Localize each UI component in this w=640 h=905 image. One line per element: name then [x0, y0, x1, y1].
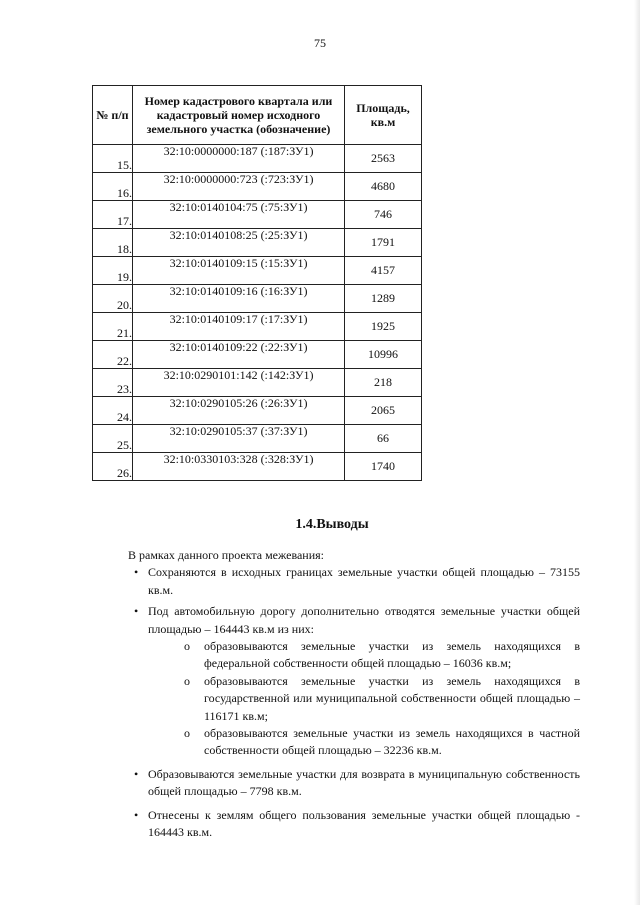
table-row — [93, 397, 422, 425]
row-area: 2563 — [345, 145, 422, 173]
table-row — [93, 257, 422, 285]
row-cadastral-number: 32:10:0140109:17 (:17:ЗУ1) — [133, 313, 345, 341]
conclusions-block — [128, 547, 580, 848]
row-cadastral-number: 32:10:0140108:25 (:25:ЗУ1) — [133, 229, 345, 257]
row-cadastral-number: 32:10:0290101:142 (:142:ЗУ1) — [133, 369, 345, 397]
circle-bullet-icon: o — [184, 726, 190, 741]
header-number: № п/п — [93, 86, 133, 145]
row-area: 1740 — [345, 453, 422, 481]
table-header-row — [93, 86, 422, 145]
circle-bullet-icon: o — [184, 673, 190, 688]
row-area: 2065 — [345, 397, 422, 425]
table-row — [93, 173, 422, 201]
row-cadastral-number: 32:10:0330103:328 (:328:ЗУ1) — [133, 453, 345, 481]
row-cadastral-number: 32:10:0290105:37 (:37:ЗУ1) — [133, 425, 345, 453]
sub-list-item — [184, 638, 580, 673]
row-number: 16. — [93, 173, 133, 201]
list-item — [134, 766, 580, 801]
row-cadastral-number: 32:10:0140109:22 (:22:ЗУ1) — [133, 341, 345, 369]
bullet-icon: • — [134, 766, 139, 781]
row-area: 1925 — [345, 313, 422, 341]
row-cadastral-number: 32:10:0140109:15 (:15:ЗУ1) — [133, 257, 345, 285]
row-number: 19. — [93, 257, 133, 285]
row-area: 4680 — [345, 173, 422, 201]
page-edge-shadow — [634, 0, 640, 905]
list-item-text: Отнесены к землям общего пользования земельные участки общей площадью - 164443 кв.м. — [148, 807, 580, 840]
table-row — [93, 313, 422, 341]
row-area: 10996 — [345, 341, 422, 369]
bullet-icon: • — [134, 565, 139, 580]
table-row — [93, 425, 422, 453]
bullet-icon: • — [134, 807, 139, 822]
header-cadastral-number: Номер кадастрового квартала или кадастровый номер исходного земельного участка (обозначение) — [133, 86, 345, 145]
bullet-icon: • — [134, 604, 139, 619]
row-area: 1791 — [345, 229, 422, 257]
row-number: 18. — [93, 229, 133, 257]
row-cadastral-number: 32:10:0290105:26 (:26:ЗУ1) — [133, 397, 345, 425]
row-area: 1289 — [345, 285, 422, 313]
circle-bullet-icon: o — [184, 639, 190, 654]
page-number: 75 — [314, 36, 326, 50]
parcels-table — [92, 85, 422, 481]
row-number: 21. — [93, 313, 133, 341]
row-area: 746 — [345, 201, 422, 229]
list-item — [134, 603, 580, 760]
sub-list-item-text: образовываются земельные участки из земель находящихся в государственной или муниципальной собственности общей площадью – 116171 кв.м; — [204, 673, 580, 723]
row-number: 17. — [93, 201, 133, 229]
section-heading: 1.4.Выводы — [295, 517, 369, 532]
table-row — [93, 201, 422, 229]
sub-list-item — [184, 673, 580, 725]
intro-paragraph: В рамках данного проекта межевания: — [128, 548, 324, 562]
row-number: 22. — [93, 341, 133, 369]
table-row — [93, 341, 422, 369]
list-item-text: Образовываются земельные участки для возврата в муниципальную собственность общей площадью – 7798 кв.м. — [148, 766, 580, 799]
conclusions-list — [128, 564, 580, 841]
list-item-text: Сохраняются в исходных границах земельные участки общей площадью – 73155 кв.м. — [148, 565, 580, 597]
sub-list-item — [184, 725, 580, 760]
row-area: 4157 — [345, 257, 422, 285]
row-area: 66 — [345, 425, 422, 453]
row-area: 218 — [345, 369, 422, 397]
row-cadastral-number: 32:10:0140109:16 (:16:ЗУ1) — [133, 285, 345, 313]
list-item-text: Под автомобильную дорогу дополнительно отводятся земельные участки общей площадью – 164443 кв.м из них: — [148, 604, 580, 636]
row-cadastral-number: 32:10:0140104:75 (:75:ЗУ1) — [133, 201, 345, 229]
row-cadastral-number: 32:10:0000000:187 (:187:ЗУ1) — [133, 145, 345, 173]
header-area: Площадь, кв.м — [345, 86, 422, 145]
sub-list — [148, 638, 580, 760]
list-item — [134, 807, 580, 842]
row-number: 25. — [93, 425, 133, 453]
row-number: 24. — [93, 397, 133, 425]
row-number: 20. — [93, 285, 133, 313]
table-row — [93, 369, 422, 397]
row-number: 15. — [93, 145, 133, 173]
row-cadastral-number: 32:10:0000000:723 (:723:ЗУ1) — [133, 173, 345, 201]
row-number: 23. — [93, 369, 133, 397]
table-row — [93, 229, 422, 257]
list-item — [134, 564, 580, 599]
row-number: 26. — [93, 453, 133, 481]
sub-list-item-text: образовываются земельные участки из земель находящихся в частной собственности общей площадью – 32236 кв.м. — [204, 726, 580, 758]
table-row — [93, 285, 422, 313]
table-row — [93, 145, 422, 173]
table-row — [93, 453, 422, 481]
sub-list-item-text: образовываются земельные участки из земель находящихся в федеральной собственности общей площадью – 16036 кв.м; — [204, 639, 580, 671]
